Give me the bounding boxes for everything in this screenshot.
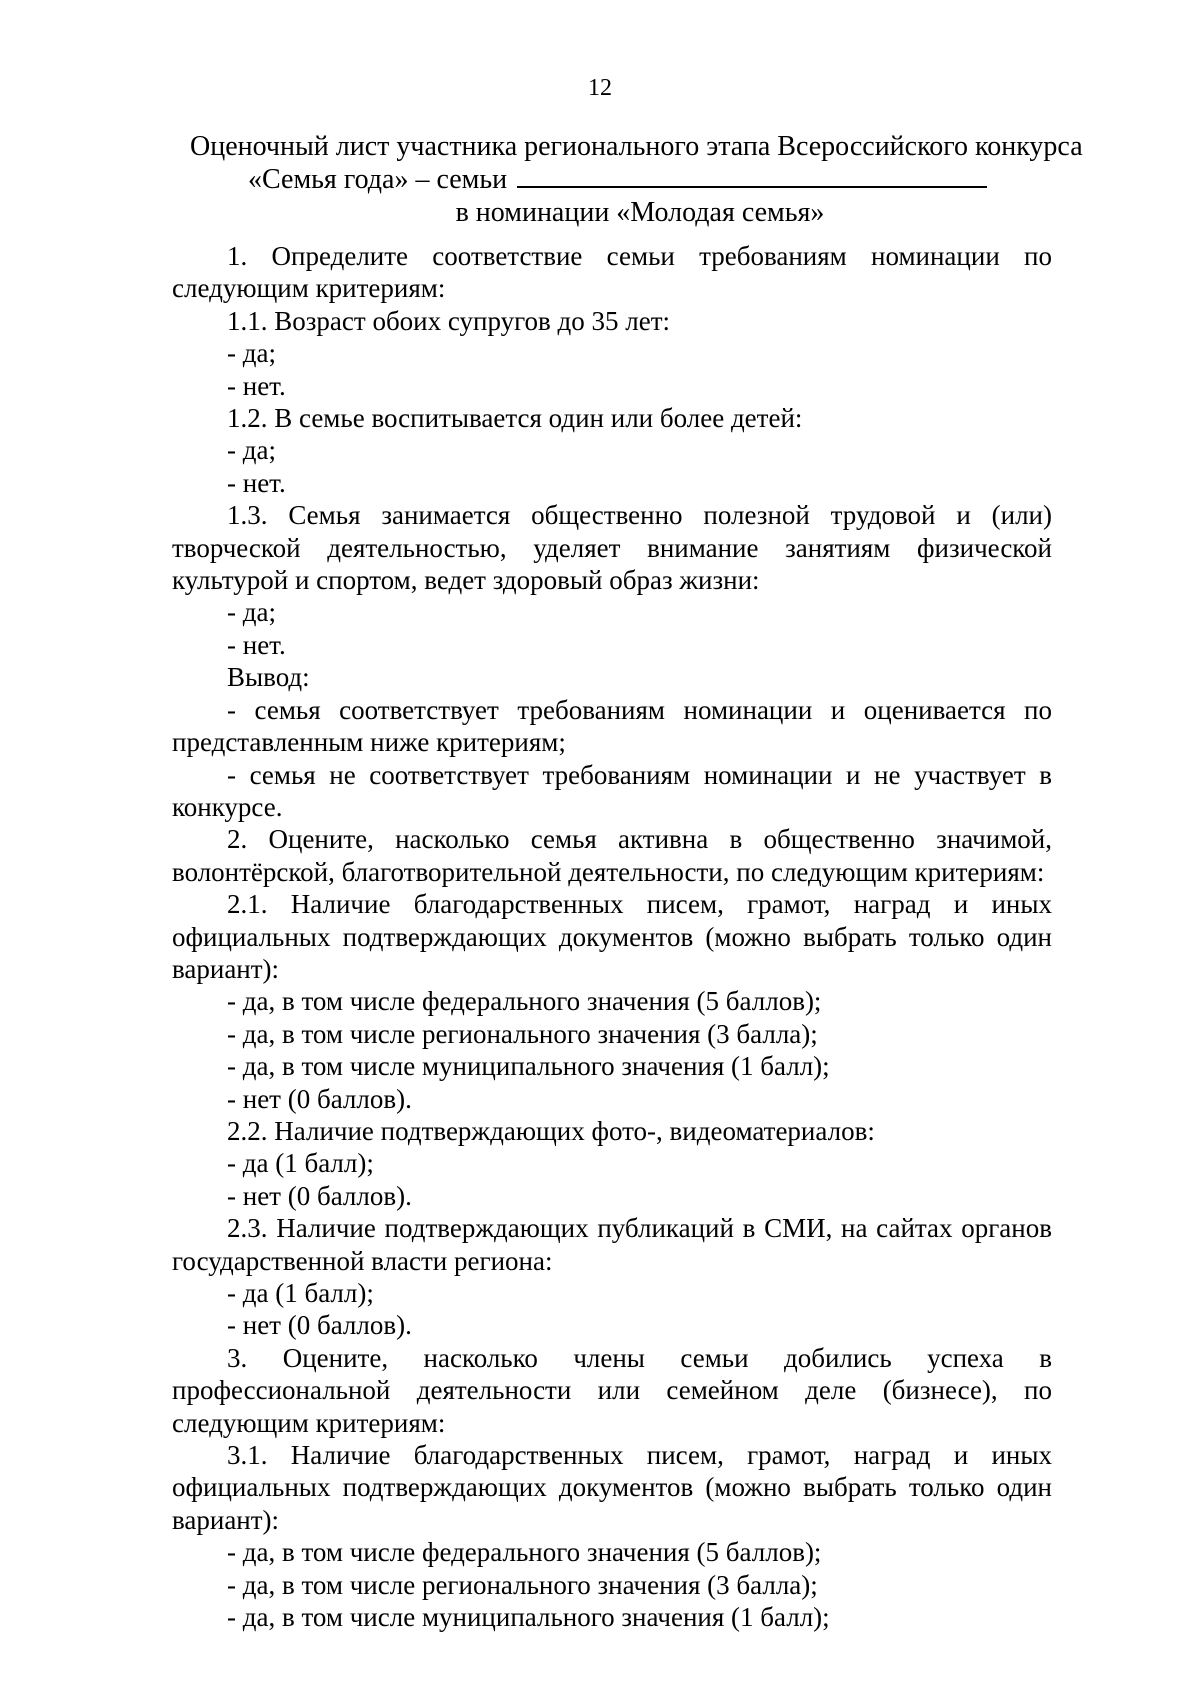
family-name-blank [517, 164, 987, 188]
paragraph: - да; [227, 338, 276, 369]
document-header [190, 130, 1083, 229]
paragraph: 2.3. Наличие подтверждающих публикаций в СМИ, на сайтах органов государственной власти региона: [172, 1213, 1052, 1276]
paragraph: - нет (0 баллов). [227, 1180, 412, 1211]
paragraph: 3.1. Наличие благодарственных писем, грамот, наград и иных официальных подтверждающих документов (можно выбрать только один вариант): [172, 1440, 1052, 1535]
paragraph: 2.2. Наличие подтверждающих фото-, видеоматериалов: [227, 1115, 875, 1146]
paragraph: - да, в том числе муниципального значения (1 балл); [227, 1602, 830, 1633]
paragraph: - да (1 балл); [227, 1278, 374, 1308]
paragraph: 2.1. Наличие благодарственных писем, грамот, наград и иных официальных подтверждающих документов (можно выбрать только один вариант): [172, 889, 1052, 984]
paragraph: - нет. [227, 467, 286, 498]
paragraph: - да; [227, 597, 276, 628]
page-number: 12 [588, 75, 612, 101]
paragraph: - семья соответствует требованиям номинации и оценивается по представленным ниже критериям; [172, 694, 1052, 758]
paragraph: - семья не соответствует требованиям номинации и не участвует в конкурсе. [172, 759, 1052, 822]
paragraph: - да (1 балл); [227, 1148, 374, 1179]
paragraph: - нет (0 баллов). [227, 1310, 412, 1341]
paragraph: - да, в том числе федерального значения (5 баллов); [227, 1537, 822, 1568]
paragraph: 2. Оцените, насколько семья активна в общественно значимой, волонтёрской, благотворительной деятельности, по следующим критериям: [172, 824, 1052, 887]
paragraph: - да, в том числе муниципального значения (1 балл); [227, 1051, 830, 1082]
paragraph: - нет (0 баллов). [227, 1083, 412, 1114]
paragraph: 1.3. Семья занимается общественно полезной трудовой и (или) творческой деятельностью, уделяет внимание занятиям физической культурой и спортом, ведет здоровый образ жизни: [172, 500, 1052, 596]
paragraph: - да, в том числе регионального значения (3 балла); [227, 1569, 818, 1600]
paragraph: 1.2. В семье воспитывается один или более детей: [227, 403, 803, 434]
document-body [172, 240, 1052, 1633]
paragraph: - да; [227, 435, 276, 466]
header-nomination-line: в номинации «Молодая семья» [455, 197, 825, 228]
header-title-line: Оценочный лист участника регионального этапа Всероссийского конкурса [190, 131, 1083, 162]
paragraph: 1.1. Возраст обоих супругов до 35 лет: [227, 305, 670, 336]
paragraph: Вывод: [227, 662, 310, 693]
paragraph: 3. Оцените, насколько члены семьи добились успеха в профессиональной деятельности или семейном деле (бизнесе), по следующим критериям: [172, 1342, 1052, 1438]
header-family-label: «Семья года» – семьи [248, 164, 508, 195]
paragraph: - да, в том числе регионального значения (3 балла); [227, 1018, 818, 1049]
paragraph: - нет. [227, 370, 286, 401]
paragraph: 1. Определите соответствие семьи требованиям номинации по следующим критериям: [172, 241, 1052, 304]
header-family-line [190, 163, 1050, 196]
paragraph: - нет. [227, 629, 286, 660]
paragraph: - да, в том числе федерального значения (5 баллов); [227, 986, 822, 1017]
